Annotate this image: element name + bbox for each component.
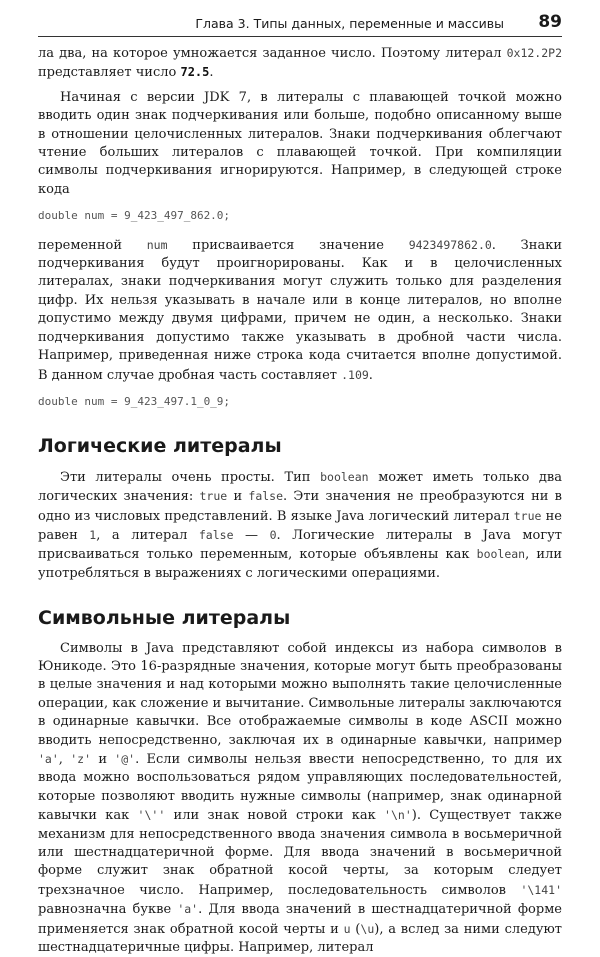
inline-code: '\n' — [384, 808, 412, 823]
page-body — [38, 44, 562, 957]
inline-code-bold: 72.5 — [180, 65, 210, 80]
paragraph: Символы в Java представляют собой индексы из набора символов в Юникоде. Это 16-разрядные значения, которые могут быть преобразованы в целые значения и над которыми можно выполнять такие целочисленные операции, как сложение и вычитание. Символьные литералы заключаются в одинарные кавычки. Все отображаемые символы в коде ASCII можно вводить непосредственно, заключая их в одинарные кавычки, например 'a', 'z' и '@'. Если символы нельзя ввести непосредственно, то для их ввода можно воспользоваться рядом управляющих последовательностей, которые позволяют вводить нужные символы (например, знак одинарной кавычки как '\'' или знак новой строки как '\n'). Существует также механизм для непосредственного ввода значения символа в восьмеричной или шестнадцатеричной форме. Для ввода значений в восьмеричной форме служит знак обратной косой черты, за которым следует трехзначное число. Например, последовательность символов '\141' равнозначна букве 'a'. Для ввода значений в шестнадцатеричной форме применяется знак обратной косой черты и u (\u), а вслед за ними следуют шестнадцатеричные цифры. Например, литерал — [38, 640, 563, 956]
inline-code: '\'' — [137, 808, 166, 823]
paragraph: Начиная с версии JDK 7, в литералы с плавающей точкой можно вводить один знак подчеркивания или больше, подобно описанному выше в отношении целочисленных литералов. Знаки подчеркивания облегчают чтение больших литералов с плавающей точкой. При компиляции символы подчеркивания игнорируются. Например, в следующей строке кода — [38, 89, 562, 197]
inline-code: '@' — [114, 752, 136, 766]
inline-code: false — [248, 489, 284, 504]
inline-code: false — [198, 527, 234, 542]
inline-code: 0 — [269, 527, 277, 542]
inline-code: 1 — [89, 527, 97, 542]
paragraph: переменной num присваивается значение 9423497862.0. Знаки подчеркивания будут проигнорированы. Как и в целочисленных литералах, знаки подчеркивания могут служить только для разделения цифр. Их нельзя указывать в начале или в конце литералов, но вполне допустимо между двумя цифрами, причем не один, а несколько. Знаки подчеркивания допустимо также указывать в дробной части числа. Например, приведенная ниже строка кода считается вполне допустимой. В данном случае дробная часть составляет .109. — [38, 237, 562, 383]
inline-code: true — [513, 508, 542, 523]
inline-code: boolean — [320, 469, 369, 484]
inline-code: 9423497862.0 — [408, 237, 492, 252]
inline-code: boolean — [476, 547, 526, 562]
section-heading: Логические литералы — [38, 435, 282, 458]
inline-code: .109 — [341, 367, 369, 382]
inline-code: 'a' — [177, 902, 199, 917]
paragraph: Эти литералы очень просты. Тип boolean может иметь только два логических значения: true и false. Эти значения не преобразуются ни в одно из числовых представлений. В языке Java логический литерал true не равен 1, а литерал false — 0. Логические литералы в Java могут присваиваться только переменным, которые объявлены как boolean, или употребляться в выражениях с логическими операциями. — [38, 469, 563, 581]
code-block: double num = 9_423_497.1_0_9; — [38, 394, 231, 408]
inline-code: 0x12.2P2 — [506, 46, 562, 60]
running-header — [38, 10, 562, 37]
inline-code: true — [199, 489, 228, 504]
inline-code: u — [343, 921, 351, 936]
chapter-title: Глава 3. Типы данных, переменные и массивы — [195, 16, 504, 31]
paragraph: ла два, на которое умножается заданное число. Поэтому литерал 0x12.2P2 представляет число 72.5. — [38, 46, 562, 81]
inline-code: \u — [360, 921, 375, 936]
section-heading: Символьные литералы — [38, 607, 291, 630]
page-number: 89 — [538, 12, 562, 32]
inline-code: 'a' — [38, 752, 59, 766]
inline-code: 'z' — [70, 752, 92, 766]
inline-code: num — [146, 237, 168, 252]
inline-code: '\141' — [520, 882, 562, 897]
code-block: double num = 9_423_497_862.0; — [38, 209, 231, 223]
